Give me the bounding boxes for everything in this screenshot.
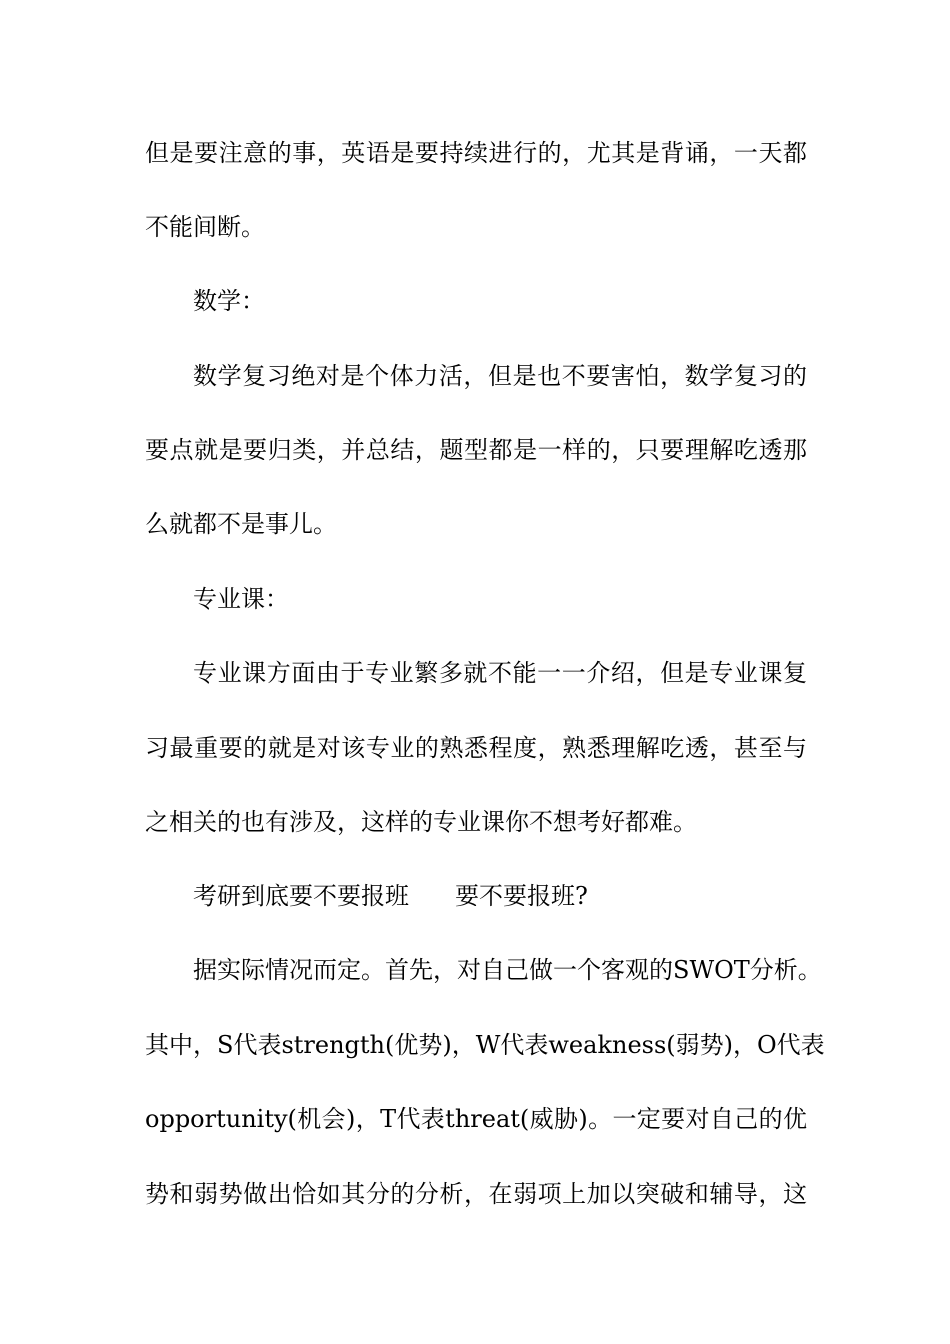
section-heading-major: 专业课： (193, 585, 289, 613)
paragraph-line: 习最重要的就是对该专业的熟悉程度，熟悉理解吃透，甚至与 (145, 734, 807, 762)
section-heading-math: 数学： (193, 287, 265, 315)
paragraph-line: 要点就是要归类，并总结，题型都是一样的，只要理解吃透那 (145, 436, 807, 464)
paragraph-line: opportunity(机会)，T代表threat(威胁)。一定要对自己的优 (145, 1105, 807, 1133)
paragraph-line: 其中，S代表strength(优势)，W代表weakness(弱势)，O代表 (145, 1031, 825, 1059)
paragraph-line: 但是要注意的事，英语是要持续进行的，尤其是背诵，一天都 (145, 139, 807, 167)
heading-part: 考研到底要不要报班 (193, 882, 409, 910)
paragraph-line: 之相关的也有涉及，这样的专业课你不想考好都难。 (145, 808, 697, 836)
section-heading-tutoring (193, 876, 807, 916)
heading-part: 要不要报班? (455, 882, 588, 910)
paragraph-line: 据实际情况而定。首先，对自己做一个客观的SWOT分析。 (193, 956, 822, 984)
paragraph-line: 专业课方面由于专业繁多就不能一一介绍，但是专业课复 (193, 659, 807, 687)
paragraph-line: 不能间断。 (145, 213, 265, 241)
paragraph-line: 么就都不是事儿。 (145, 510, 337, 538)
paragraph-line: 数学复习绝对是个体力活，但是也不要害怕，数学复习的 (193, 362, 807, 390)
paragraph-line: 势和弱势做出恰如其分的分析，在弱项上加以突破和辅导，这 (145, 1180, 807, 1208)
